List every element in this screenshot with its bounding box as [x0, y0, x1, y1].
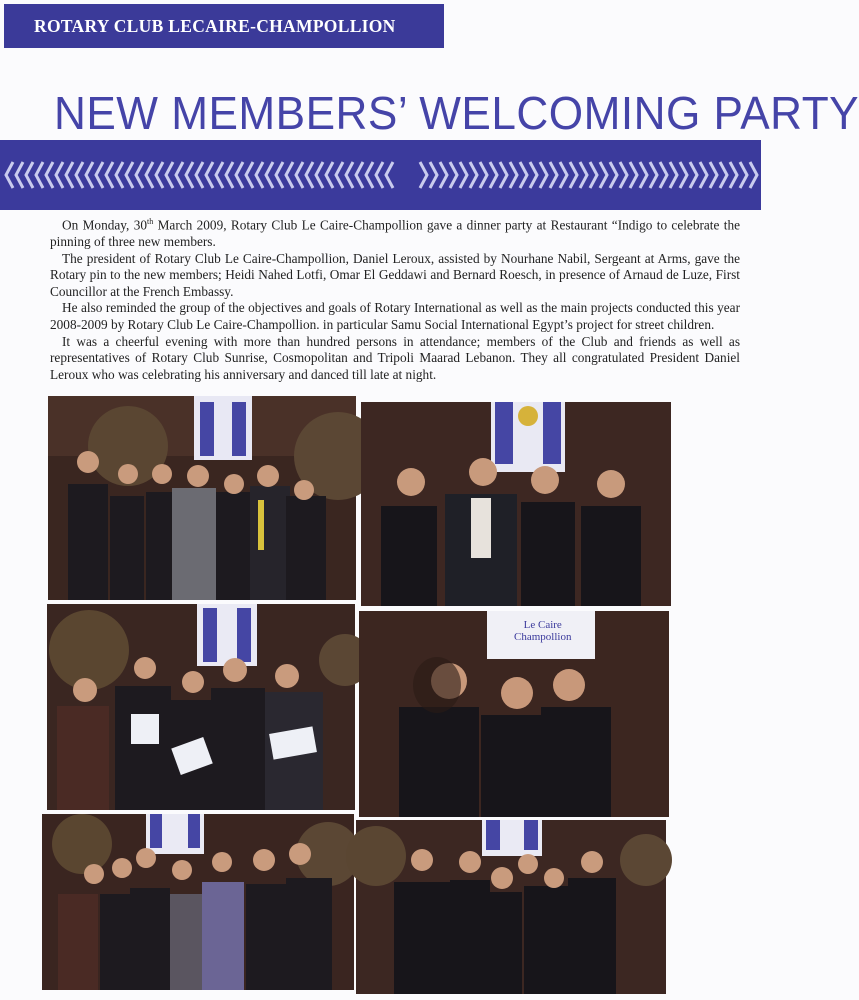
- club-name: ROTARY CLUB LECAIRE-CHAMPOLLION: [34, 16, 396, 36]
- chevron-divider: [0, 140, 761, 210]
- photo-group-4: [359, 611, 669, 817]
- paragraph-2: The president of Rotary Club Le Caire-Champollion, Daniel Leroux, assisted by Nourhane Nabil, Sergeant at Arms, gave the Rotary pin to the new members; Heidi Nahed Lotfi, Omar El Geddawi and Bernard Roesch, in presence of Arnaud de Luze, First Councillor at the French Embassy.: [50, 250, 740, 299]
- photo-group-3: [47, 604, 355, 810]
- article-title: NEW MEMBERS’ WELCOMING PARTY: [54, 87, 859, 139]
- banner-line-2: Champollion: [514, 631, 572, 643]
- photo-group-6: [356, 820, 666, 994]
- paragraph-1: On Monday, 30th March 2009, Rotary Club Le Caire-Champollion gave a dinner party at Restaurant “Indigo to celebrate the pinning of three new members.: [50, 217, 740, 250]
- chevron-pattern-icon: [0, 140, 761, 210]
- photo-group-1: [48, 396, 356, 600]
- club-name-banner: [4, 4, 444, 48]
- photo-group-5: [42, 814, 354, 990]
- paragraph-4: It was a cheerful evening with more than hundred persons in attendance; members of the Club and friends as well as representatives of Rotary Club Sunrise, Cosmopolitan and Tripoli Maarad Lebanon. They all congratulated President Daniel Leroux who was celebrating his anniversary and danced till late at night.: [50, 333, 740, 382]
- paragraph-1-text: March 2009, Rotary Club Le Caire-Champollion gave a dinner party at Restaurant “Indigo to celebrate the pinning of three new members.: [50, 217, 740, 250]
- paragraph-3: He also reminded the group of the objectives and goals of Rotary International as well as the main projects conducted this year 2008-2009 by Rotary Club Le Caire-Champollion. in particular Samu Social International Egypt’s project for street children.: [50, 300, 740, 332]
- champollion-banner: [514, 619, 571, 643]
- photo-group-2: [361, 402, 671, 606]
- article-body: [50, 214, 740, 383]
- banner-line-1: Le Caire: [523, 619, 562, 631]
